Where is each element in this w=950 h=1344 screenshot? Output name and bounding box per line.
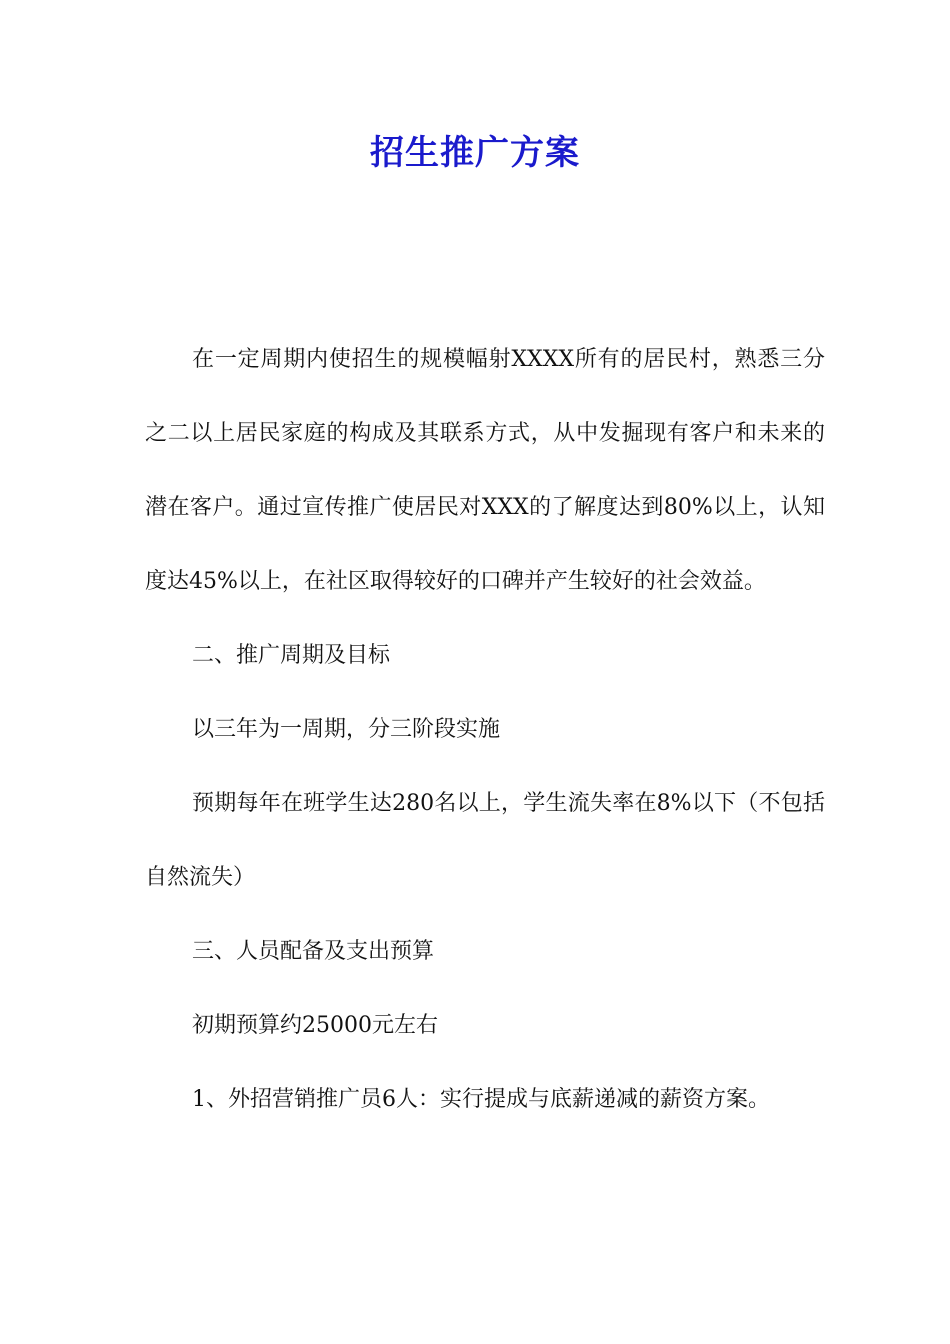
paragraph-initial-budget: 初期预算约25000元左右	[192, 1013, 438, 1038]
paragraph-goal: 在一定周期内使招生的规模幅射XXXX所有的居民村，熟悉三分之二以上居民家庭的构成及其联系方式，从中发掘现有客户和未来的潜在客户。通过宣传推广使居民对XXX的了解度达到80%以上，认知度达45%以上，在社区取得较好的口碑并产生较好的社会效益。	[145, 347, 825, 594]
paragraph-three-year-cycle: 以三年为一周期，分三阶段实施	[192, 717, 501, 742]
paragraph-marketing-staff: 1、外招营销推广员6人：实行提成与底薪递减的薪资方案。	[192, 1087, 770, 1112]
heading-promotion-period: 二、推广周期及目标	[192, 643, 391, 668]
heading-staffing-budget: 三、人员配备及支出预算	[192, 939, 435, 964]
document-body	[145, 323, 825, 1137]
document-title: 招生推广方案	[370, 133, 580, 173]
paragraph-expected-students: 预期每年在班学生达280名以上，学生流失率在8%以下（不包括自然流失）	[145, 791, 825, 890]
